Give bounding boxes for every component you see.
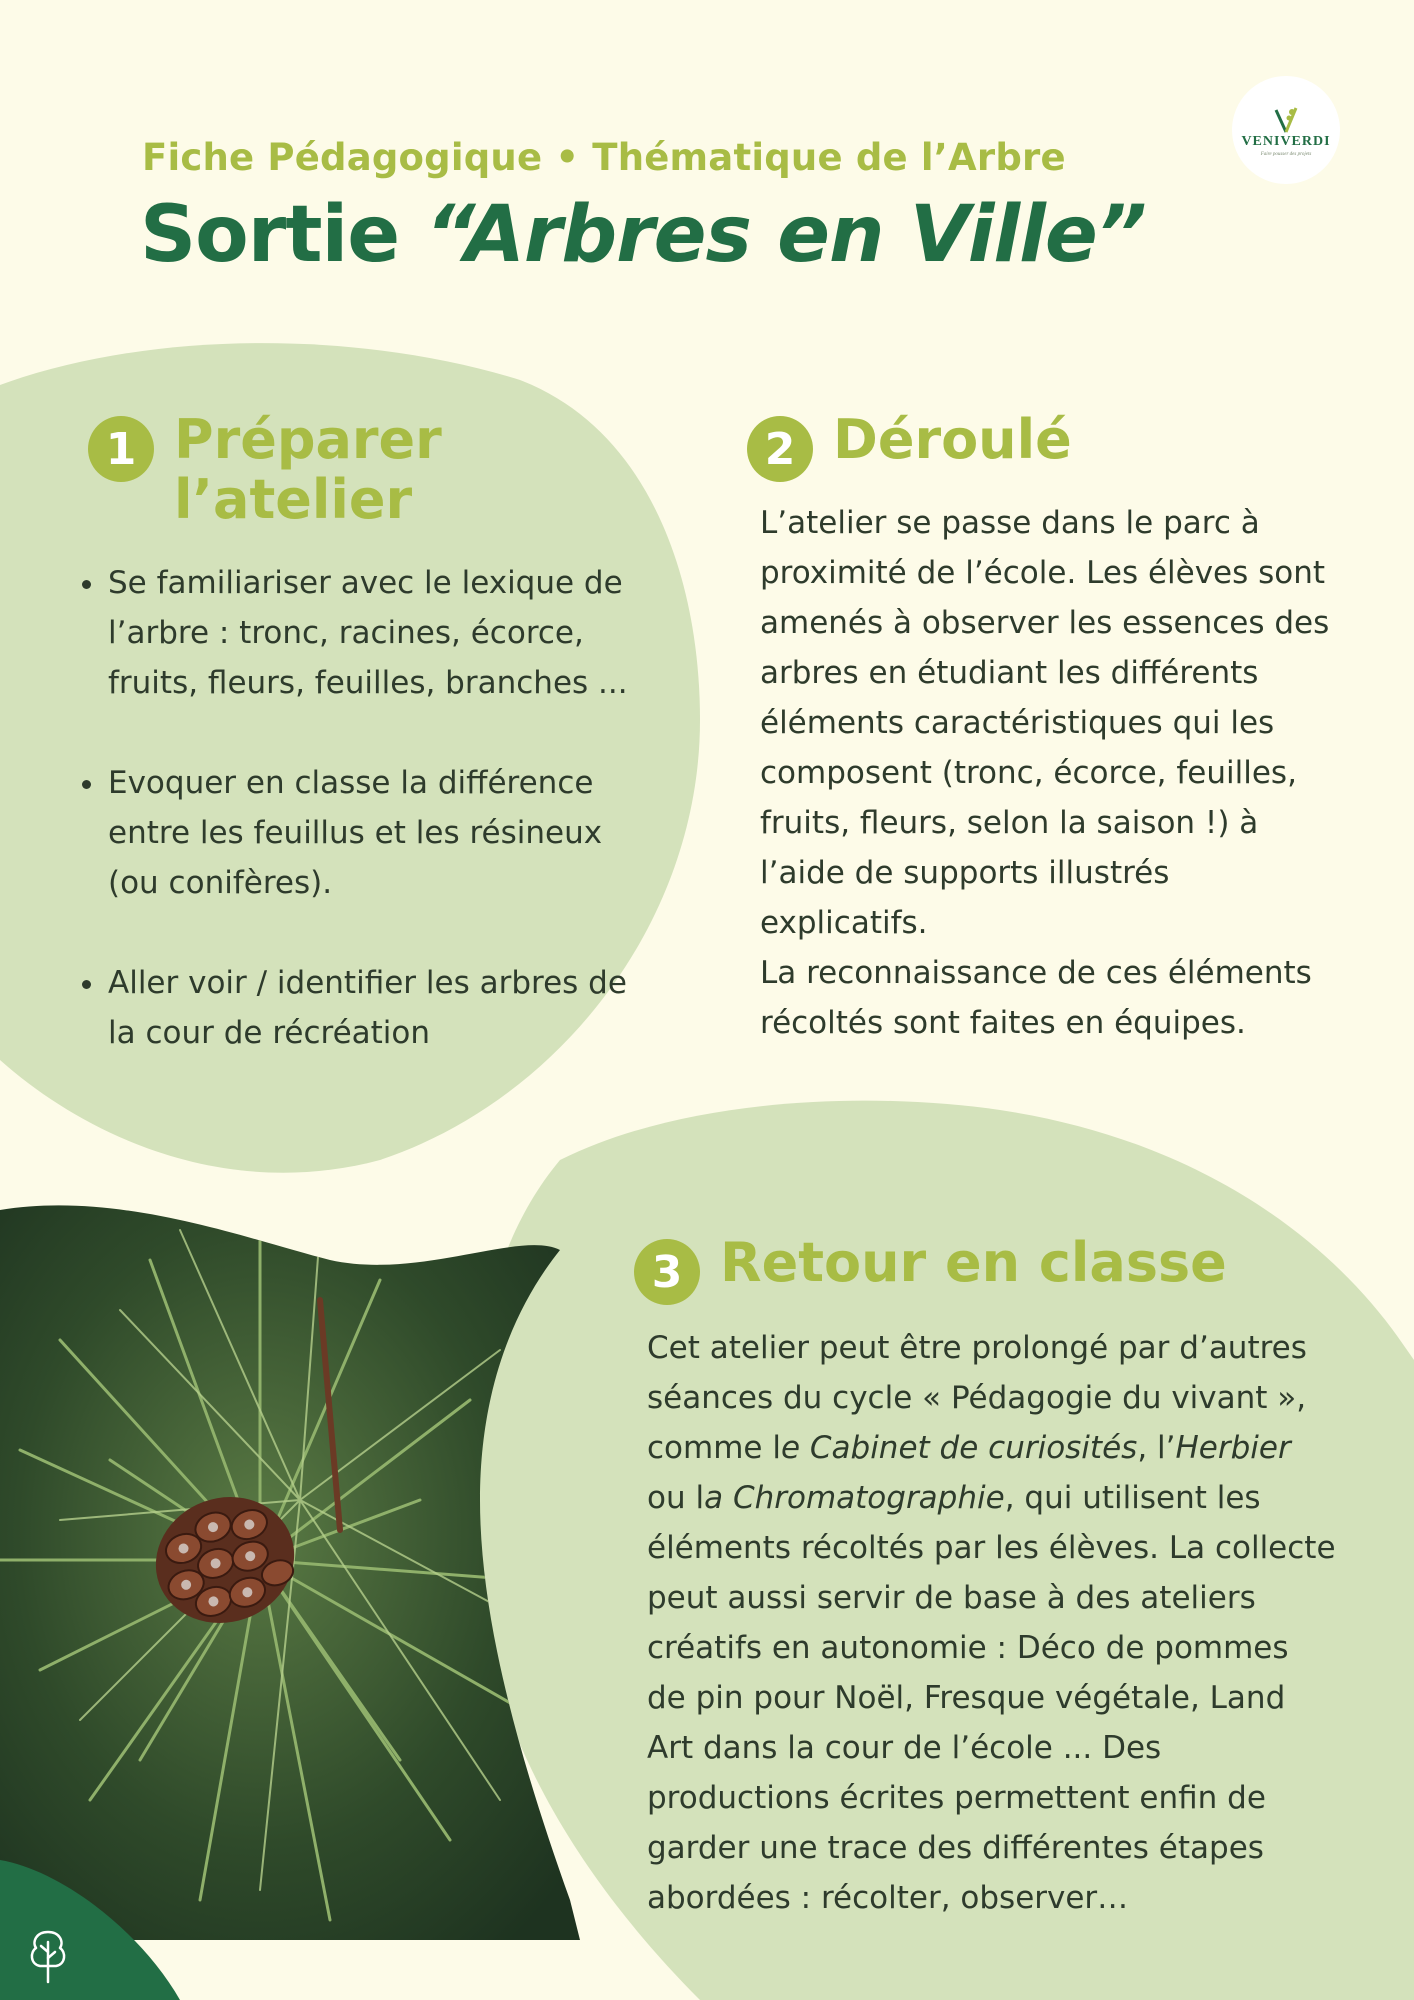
section2-heading — [747, 410, 1072, 482]
pine-cone-photo — [0, 1200, 580, 1940]
logo-name: VENIVERDI — [1241, 133, 1331, 149]
section2-paragraph2: La reconnaissance de ces éléments récoltés sont faites en équipes. — [760, 955, 1312, 1041]
section1-title — [174, 410, 442, 530]
title-prefix: Sortie — [140, 190, 426, 280]
section1-heading — [88, 410, 442, 530]
section1-title-line1: Préparer — [174, 408, 442, 471]
logo-tagline: Faire pousser des projets — [1260, 151, 1312, 157]
list-item: Aller voir / identifier les arbres de la cour de récréation — [78, 958, 658, 1058]
tree-icon — [26, 1928, 70, 1984]
section3-heading — [634, 1233, 1227, 1305]
list-item: Evoquer en classe la différence entre les feuillus et les résineux (ou conifères). — [78, 758, 658, 908]
section3-text-c: ou l — [647, 1480, 705, 1516]
section3-text-d: , qui utilisent les éléments récoltés par les élèves. La collecte peut aussi servir de base à des ateliers créatifs en autonomie : Déco de pommes de pin pour Noël, Fresque végétale, Land Art dans la cour de l’école ... Des productions écrites permettent enfin de garder une trace des différentes étapes abordées : récolter, observer… — [647, 1480, 1336, 1916]
section3-em-cabinet: e Cabinet de curiosités — [780, 1430, 1138, 1466]
section3-em-herbier: Herbier — [1175, 1430, 1291, 1466]
title-quote: “Arbres en Ville” — [425, 190, 1147, 280]
section2-paragraph1: L’atelier se passe dans le parc à proximité de l’école. Les élèves sont amenés à observer les essences des arbres en étudiant les différents éléments caractéristiques qui les composent (tronc, écorce, feuilles, fruits, fleurs, selon la saison !) à l’aide de supports illustrés explicatifs. — [760, 505, 1330, 941]
section3-text-b: , l’ — [1137, 1430, 1176, 1466]
section2-text — [760, 498, 1340, 1048]
section1-number: 1 — [88, 416, 154, 482]
section3-number: 3 — [634, 1239, 700, 1305]
section3-paragraph — [647, 1323, 1337, 1923]
section3-title: Retour en classe — [720, 1231, 1227, 1294]
section2-number: 2 — [747, 416, 813, 482]
section3-em-chromatographie: a Chromatographie — [704, 1480, 1005, 1516]
list-item: Se familiariser avec le lexique de l’arbre : tronc, racines, écorce, fruits, fleurs, feuilles, branches ... — [78, 558, 658, 708]
veniverdi-logo — [1232, 76, 1340, 184]
section1-title-line2: l’atelier — [174, 468, 413, 531]
page-title — [140, 190, 1146, 280]
section1-bullets — [78, 558, 658, 1108]
section3-text-a: Cet atelier peut être prolongé par d’autres séances du cycle « Pédagogie du vivant », comme l — [647, 1330, 1307, 1466]
section2-title: Déroulé — [833, 408, 1072, 471]
leaf-icon — [1272, 104, 1300, 134]
page-subtitle: Fiche Pédagogique • Thématique de l’Arbre — [142, 136, 1066, 179]
